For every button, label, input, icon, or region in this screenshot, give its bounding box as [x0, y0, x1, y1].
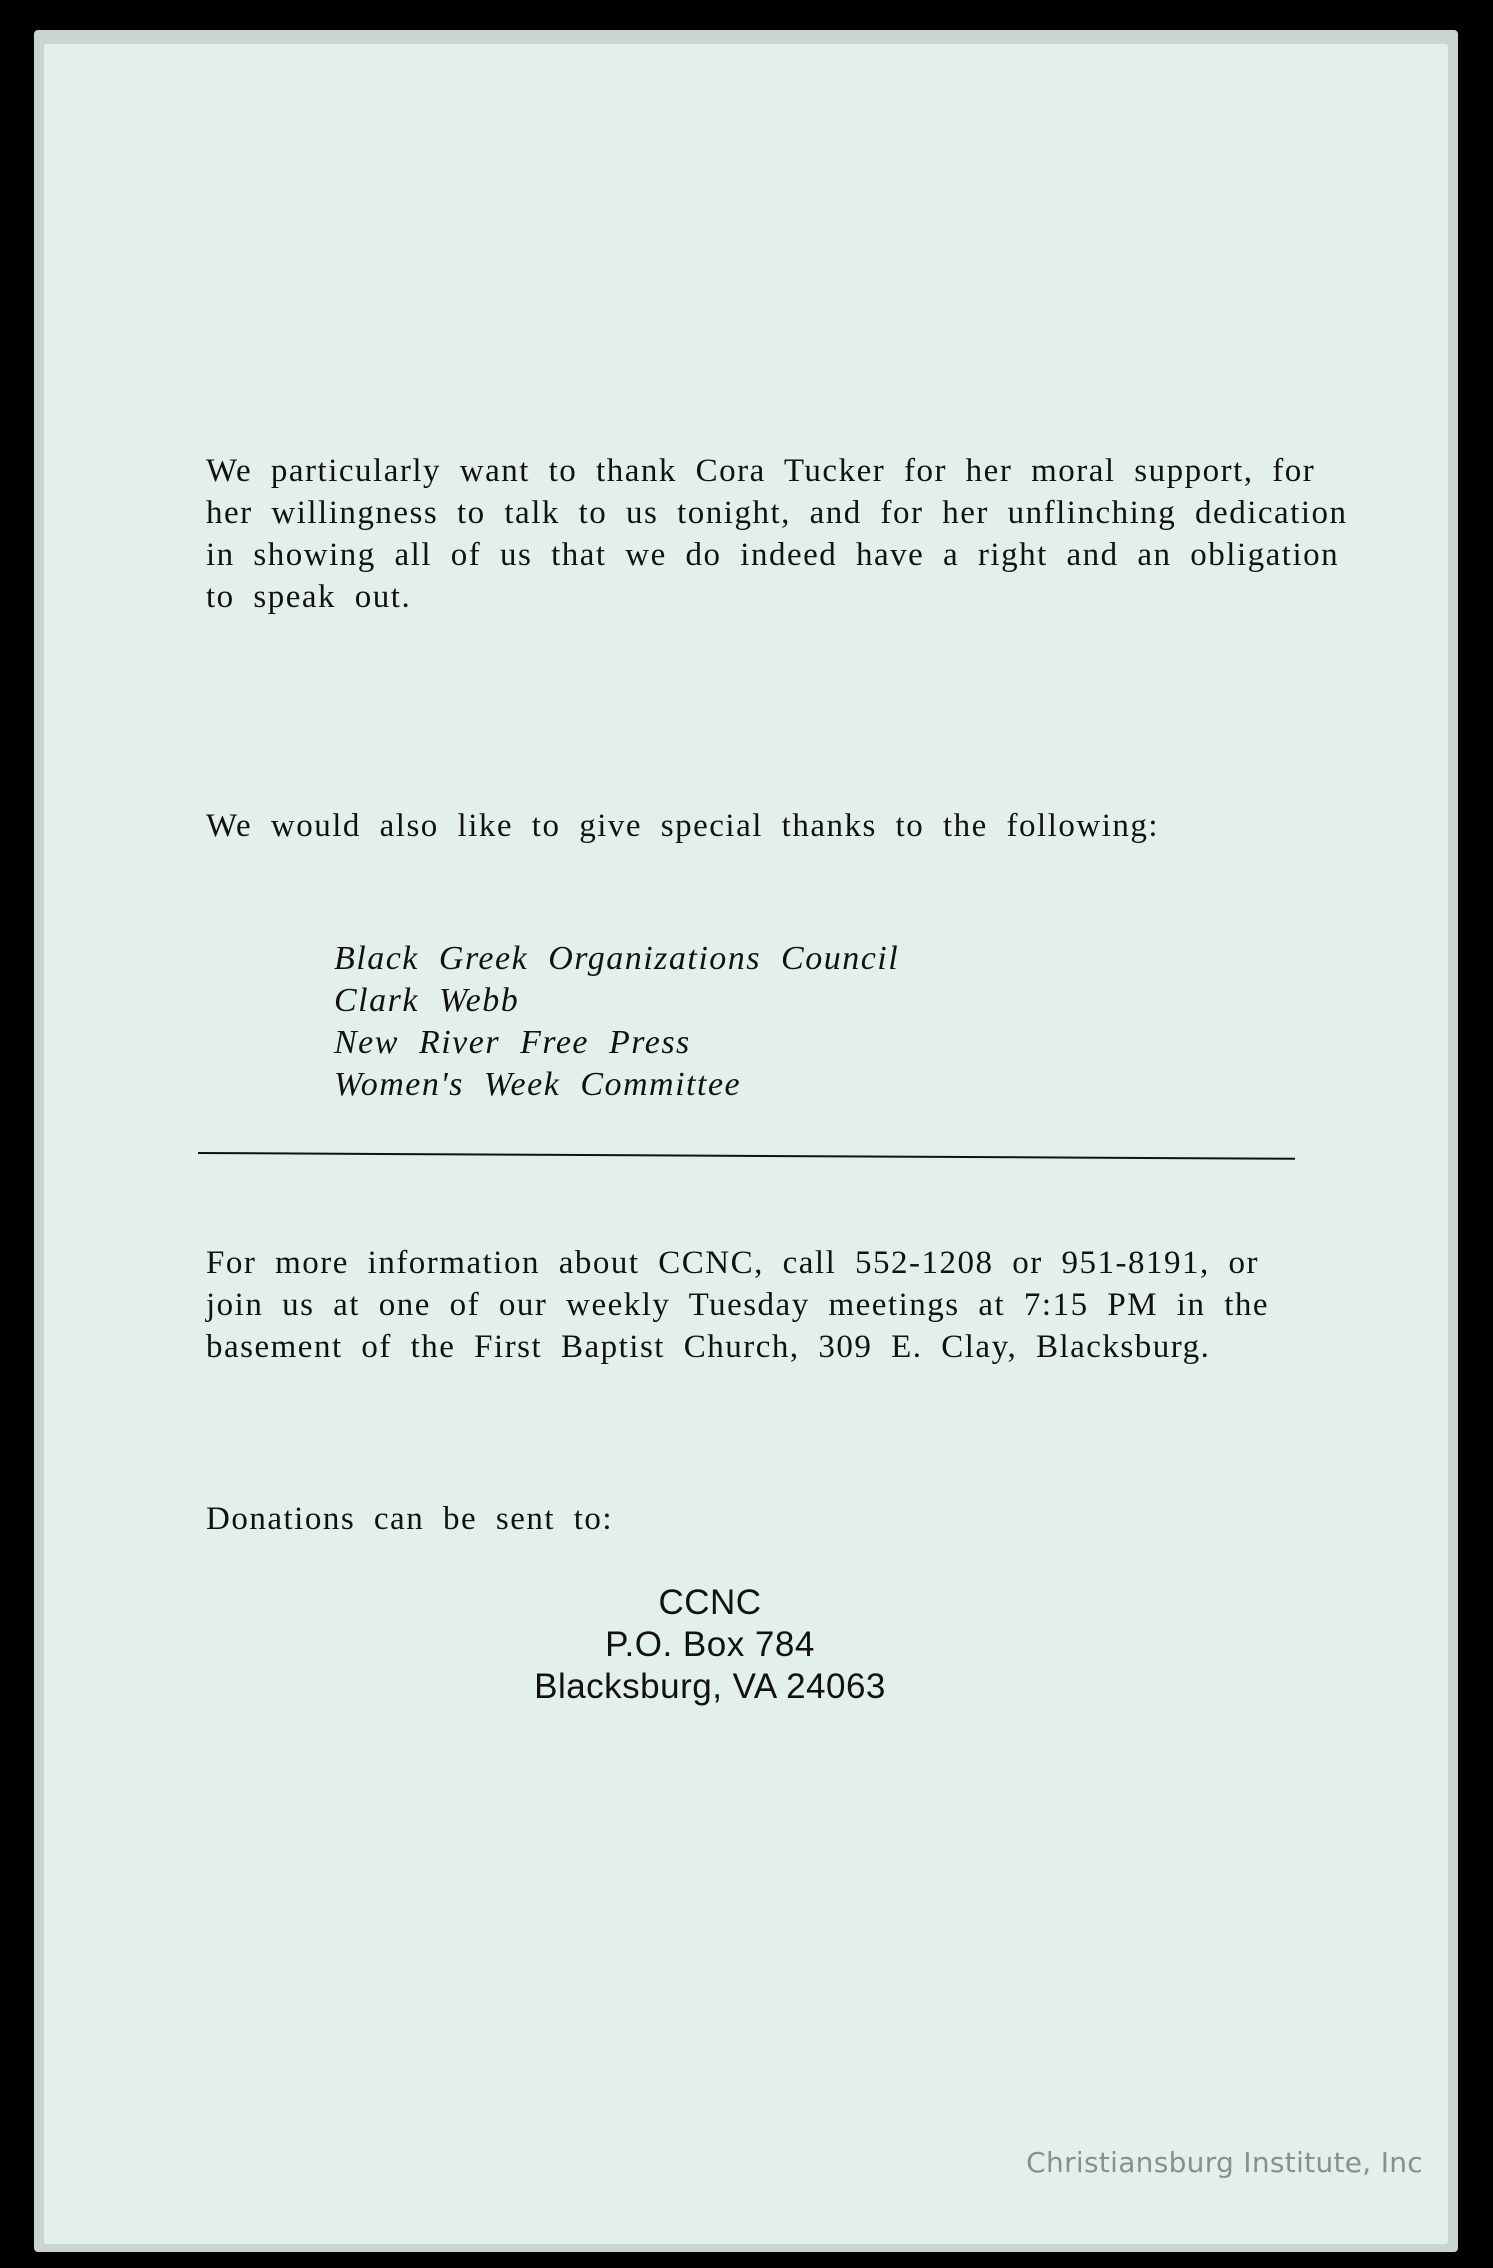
- document-page: [44, 44, 1448, 2244]
- mailing-address: [470, 1582, 950, 1708]
- address-line-city: Blacksburg, VA 24063: [534, 1667, 886, 1706]
- thanks-list-item: New River Free Press: [334, 1024, 691, 1061]
- address-line-org: CCNC: [658, 1583, 762, 1622]
- thanks-list-item: Black Greek Organizations Council: [334, 940, 900, 977]
- more-info-paragraph: For more information about CCNC, call 552-1208 or 951-8191, or join us at one of our weekly Tuesday meetings at 7:15 PM in the basement of the First Baptist Church, 309 E. Clay, Blacksburg.: [206, 1245, 1270, 1365]
- archive-watermark: Christiansburg Institute, Inc: [1026, 2146, 1423, 2179]
- address-line-box: P.O. Box 784: [605, 1625, 815, 1664]
- thanks-list: [334, 938, 899, 1106]
- donations-intro: Donations can be sent to:: [206, 1501, 614, 1537]
- tucker-thanks-paragraph: We particularly want to thank Cora Tucker for her moral support, for her willingness to talk to us tonight, and for her unflinching dedication in showing all of us that we do indeed have a right and an obligation to speak out.: [206, 453, 1348, 615]
- thanks-list-item: Clark Webb: [334, 982, 520, 1019]
- special-thanks-intro: We would also like to give special thanks to the following:: [206, 808, 1160, 844]
- thanks-list-item: Women's Week Committee: [334, 1066, 742, 1103]
